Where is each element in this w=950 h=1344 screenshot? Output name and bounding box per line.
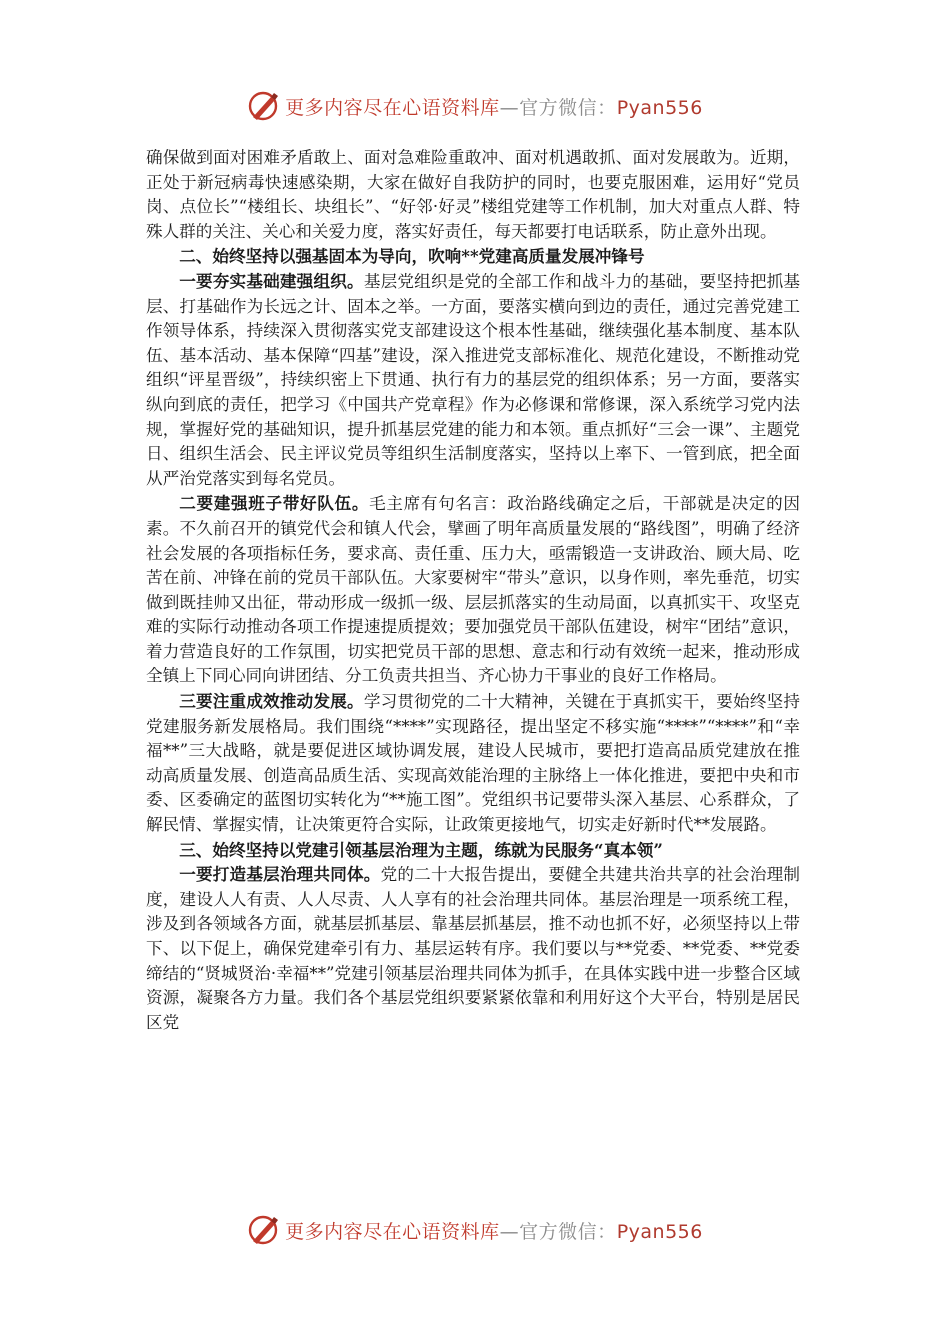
paragraph [146,269,800,491]
banner-dash: — [499,96,520,119]
pen-logo-icon [247,89,281,123]
paragraph-lead: 二要建强班子带好队伍。 [179,493,370,514]
banner-wechat-label: 官方微信： [519,1220,617,1243]
paragraph-lead: 三要注重成效推动发展。 [179,691,364,712]
paragraph-lead: 一要夯实基础建强组织。 [179,270,364,291]
header-banner [0,84,950,128]
footer-banner [0,1208,950,1252]
section-heading-2: 二、始终坚持以强基固本为导向，吹响**党建高质量发展冲锋号 [179,246,645,267]
paragraph-text: 学习贯彻党的二十大精神，关键在于真抓实干，要始终坚持党建服务新发展格局。我们围绕“****”实现路径，提出坚定不移实施“****”“****”和“幸福**”三大战略，就是要促进区域协调发展，建设人民城市，要把打造高品质党建放在推动高质量发展、创造高品质生活、实现高效能治理的主脉络上一体化推进，要把中央和市委、区委确定的蓝图切实转化为“**施工图”。党组织书记要带头深入基层、心系群众，了解民情、掌握实情，让决策更符合实际，让政策更接地气，切实走好新时代**发展路。 [146,692,801,835]
banner-site-name: 更多内容尽在心语资料库 [285,1220,500,1243]
paragraph-text: 毛主席有句名言：政治路线确定之后，干部就是决定的因素。不久前召开的镇党代会和镇人代会，擘画了明年高质量发展的“路线图”，明确了经济社会发展的各项指标任务，要求高、责任重、压力大，亟需锻造一支讲政治、顾大局、吃苦在前、冲锋在前的党员干部队伍。大家要树牢“带头”意识，以身作则，率先垂范，切实做到既挂帅又出征，带动形成一级抓一级、层层抓落实的生动局面，以真抓实干、攻坚克难的实际行动推动各项工作提速提质提效；要加强党员干部队伍建设，树牢“团结”意识，着力营造良好的工作氛围，切实把党员干部的思想、意志和行动有效统一起来，推动形成全镇上下同心同向讲团结、分工负责共担当、齐心协力干事业的良好工作格局。 [146,494,801,686]
banner-text [285,93,703,120]
section-heading-3: 三、始终坚持以党建引领基层治理为主题，练就为民服务“真本领” [179,839,663,860]
paragraph-text: 基层党组织是党的全部工作和战斗力的基础，要坚持把抓基层、打基础作为长远之计、固本之举。一方面，要落实横向到边的责任，通过完善党建工作领导体系，持续深入贯彻落实党支部建设这个根本性基础，继续强化基本制度、基本队伍、基本活动、基本保障“四基”建设，深入推进党支部标准化、规范化建设，不断推动党组织“评星晋级”，持续织密上下贯通、执行有力的基层党的组织体系；另一方面，要落实纵向到底的责任，把学习《中国共产党章程》作为必修课和常修课，深入系统学习党内法规，掌握好党的基础知识，提升抓基层党建的能力和本领。重点抓好“三会一课”、主题党日、组织生活会、民主评议党员等组织生活制度落实，坚持以上率下、一管到底，把全面从严治党落实到每名党员。 [146,271,801,488]
banner-wechat-id: Pyan556 [616,96,703,119]
paragraph-text: 确保做到面对困难矛盾敢上、面对急难险重敢冲、面对机遇敢抓、面对发展敢为。近期，正处于新冠病毒快速感染期，大家在做好自我防护的同时，也要克服困难，运用好“党员岗、点位长”“楼组长、块组长”、“好邻·好灵”楼组党建等工作机制，加大对重点人群、特殊人群的关注、关心和关爱力度，落实好责任，每天都要打电话联系，防止意外出现。 [146,148,800,241]
pen-logo-icon [247,1213,281,1247]
paragraph-lead: 一要打造基层治理共同体。 [179,864,381,885]
paragraph [146,689,800,838]
paragraph [146,862,800,1035]
paragraph-continued [146,146,800,244]
banner-dash: — [499,1220,520,1243]
banner-wechat-id: Pyan556 [616,1220,703,1243]
banner-site-name: 更多内容尽在心语资料库 [285,96,500,119]
banner-text [285,1217,703,1244]
paragraph [146,491,800,689]
document-body [146,146,800,1035]
banner-wechat-label: 官方微信： [519,96,617,119]
paragraph-text: 党的二十大报告提出，要健全共建共治共享的社会治理制度，建设人人有责、人人尽责、人人享有的社会治理共同体。基层治理是一项系统工程，涉及到各领域各方面，就基层抓基层、靠基层抓基层，推不动也抓不好，必须坚持以上带下、以下促上，确保党建牵引有力、基层运转有序。我们要以与**党委、**党委、**党委缔结的“贤城贤治·幸福**”党建引领基层治理共同体为抓手，在具体实践中进一步整合区域资源，凝聚各方力量。我们各个基层党组织要紧紧依靠和利用好这个大平台，特别是居民区党 [146,865,800,1032]
